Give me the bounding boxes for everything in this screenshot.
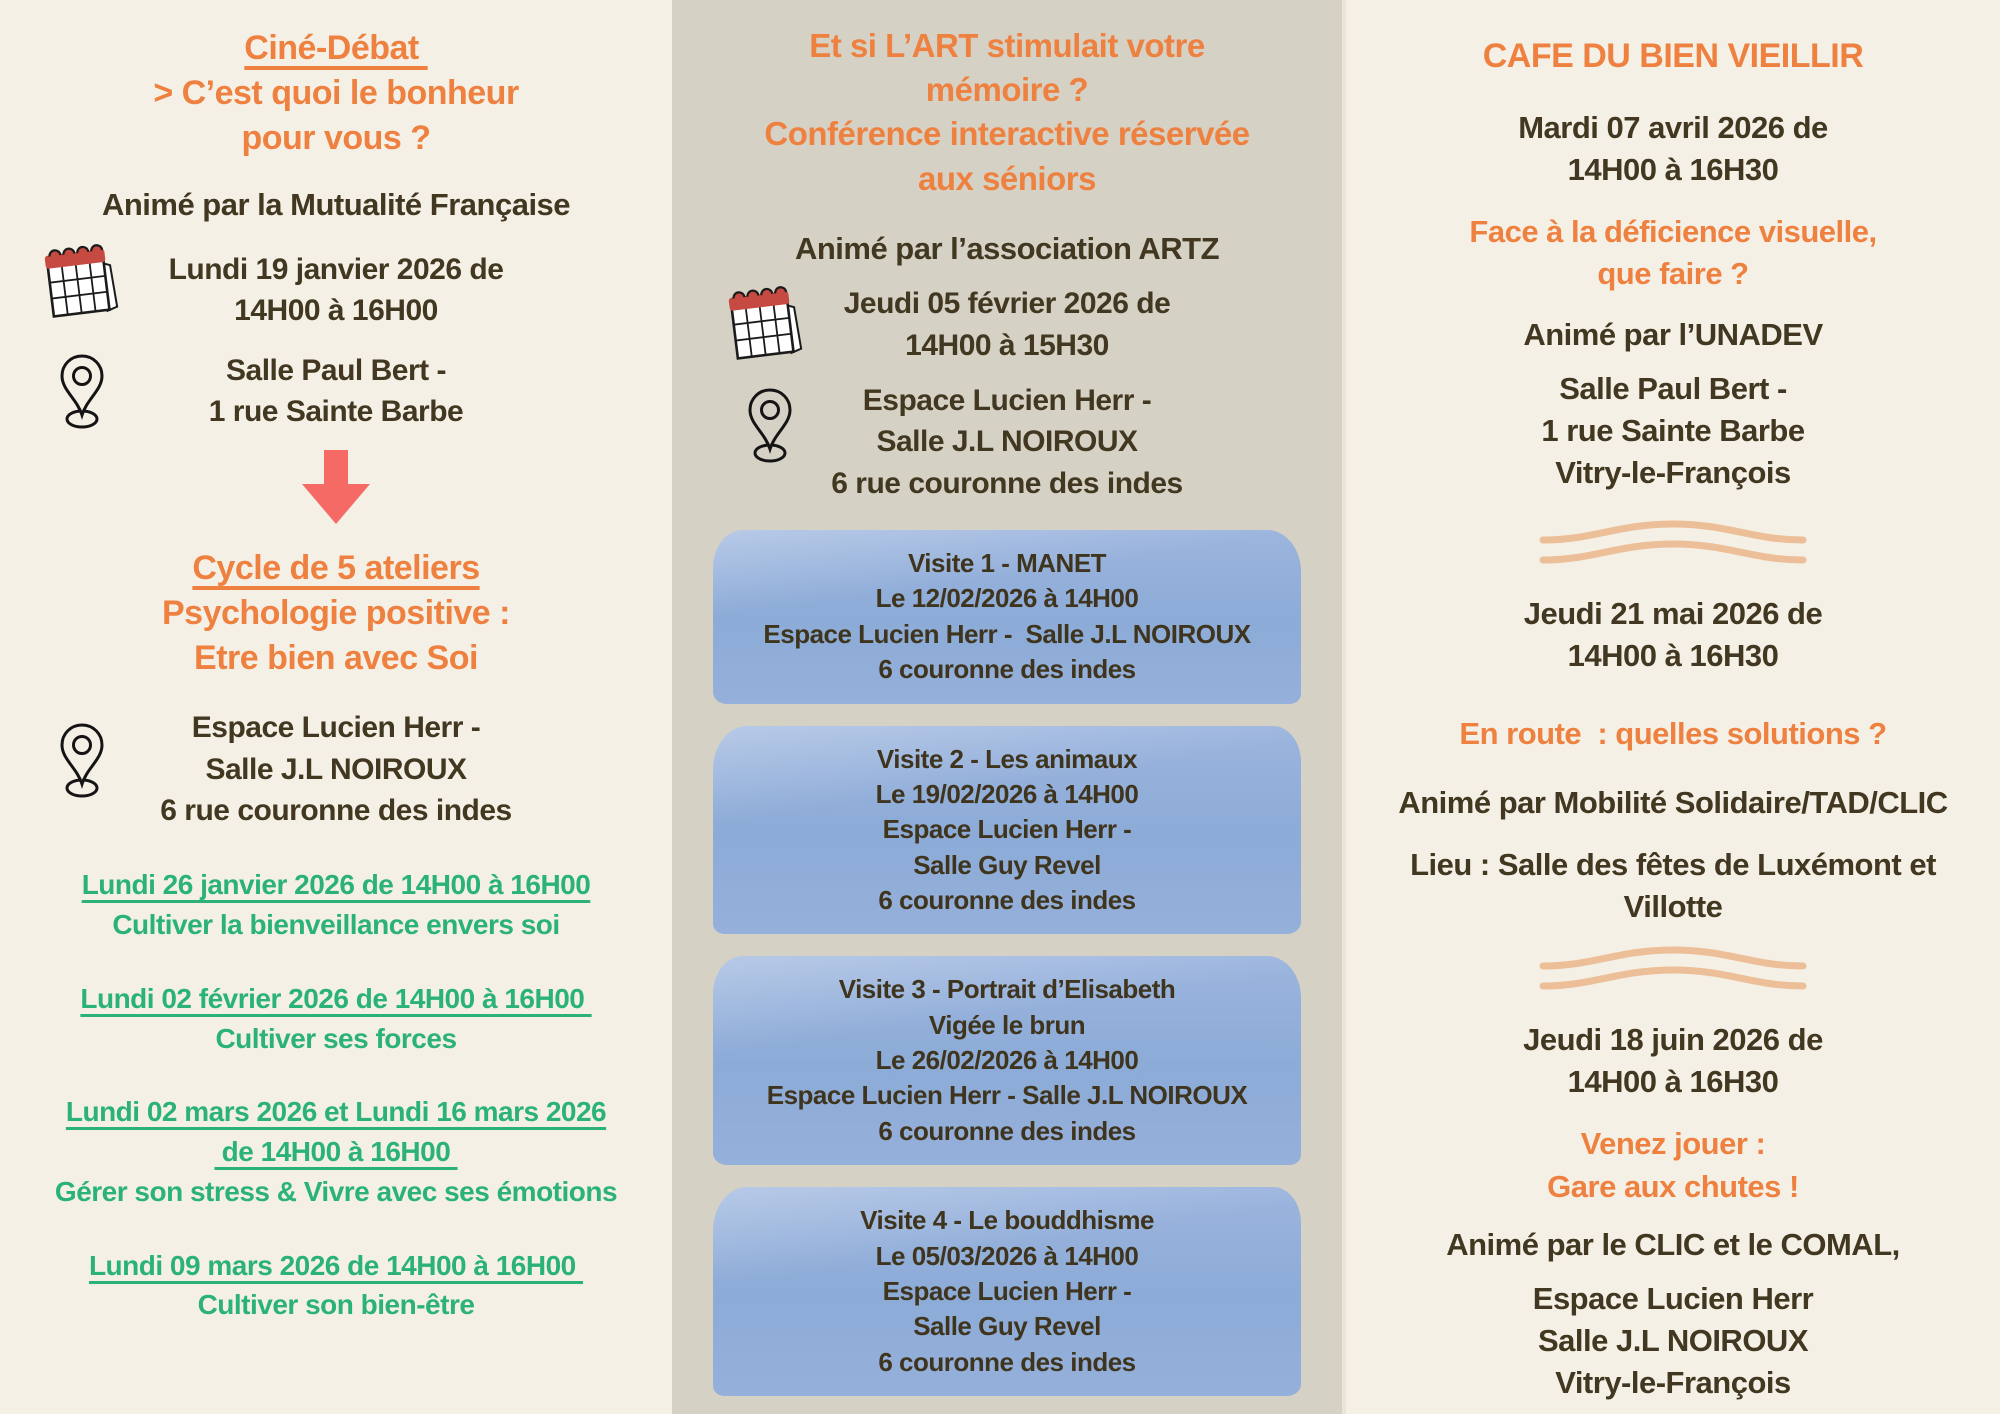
- visit-line: 6 couronne des indes: [878, 1115, 1136, 1146]
- cine-debat-date-line2: 14H00 à 16H00: [234, 294, 438, 328]
- art-title: [672, 24, 1342, 201]
- visit-line: Espace Lucien Herr -: [882, 814, 1132, 845]
- visit-card-3: [713, 956, 1301, 1165]
- cycle-location-line3: 6 rue couronne des indes: [160, 793, 512, 827]
- cafe-event1-dates: [1346, 107, 2000, 191]
- calendar-icon: [38, 243, 122, 334]
- cine-debat-date-row: [0, 249, 672, 332]
- cafe-title: CAFE DU BIEN VIEILLIR: [1482, 37, 1864, 75]
- cine-debat-animator: Animé par la Mutualité Française: [101, 186, 571, 222]
- cafe-event2-dates: [1346, 593, 2000, 677]
- visit-line: Espace Lucien Herr - Salle J.L NOIROUX: [763, 618, 1251, 649]
- cafe-event1-theme: [1346, 211, 2000, 295]
- event1-theme-line2: que faire ?: [1597, 256, 1749, 292]
- cafe-bien-vieillir-column: [1342, 0, 2000, 1414]
- cycle-subtitle-line2: Etre bien avec Soi: [194, 639, 478, 678]
- visit-line: 6 couronne des indes: [878, 885, 1136, 915]
- art-title-line4: aux séniors: [918, 159, 1096, 197]
- visit-card-4: [713, 1187, 1301, 1396]
- art-animator: Animé par l’association ARTZ: [794, 230, 1220, 266]
- art-date-line1: Jeudi 05 février 2026 de: [843, 287, 1171, 321]
- visit-line: Visite 1 - MANET: [907, 548, 1107, 579]
- wave-divider-icon: [1346, 516, 2000, 579]
- event3-theme-line1: Venez jouer :: [1580, 1126, 1766, 1162]
- art-title-line1: Et si L’ART stimulait votre: [809, 27, 1205, 64]
- cine-debat-location-line1: Salle Paul Bert -: [226, 353, 446, 387]
- cine-debat-title-line3: pour vous ?: [241, 118, 431, 157]
- visit-line: Espace Lucien Herr -: [882, 1275, 1132, 1306]
- art-memoire-column: [672, 0, 1342, 1414]
- session-label: Cultiver la bienveillance envers soi: [112, 909, 560, 941]
- event3-date-line2: 14H00 à 16H30: [1567, 1064, 1779, 1100]
- visit-line: Visite 4 - Le bouddhisme: [860, 1205, 1154, 1236]
- visit-line: Salle Guy Revel: [913, 1311, 1101, 1342]
- cine-debat-title: [0, 26, 672, 161]
- cine-debat-location-row: [0, 350, 672, 433]
- art-title-line3: Conférence interactive réservée: [764, 115, 1250, 153]
- cine-debat-column: [0, 0, 672, 1414]
- art-date-row: [672, 283, 1342, 366]
- cine-debat-title-line2: > C’est quoi le bonheur: [153, 73, 519, 112]
- event1-location-line3: Vitry-le-François: [1555, 454, 1791, 490]
- cine-debat-date-line1: Lundi 19 janvier 2026 de: [168, 252, 504, 286]
- session-list: [0, 865, 672, 1325]
- art-location-line3: 6 rue couronne des indes: [831, 466, 1183, 500]
- visit-line: 6 couronne des indes: [878, 1346, 1136, 1377]
- session-date: Lundi 26 janvier 2026 de 14H00 à 16H00: [81, 869, 591, 901]
- visit-line: Visite 3 - Portrait d’Elisabeth: [838, 974, 1176, 1005]
- cycle-location-line1: Espace Lucien Herr -: [191, 711, 481, 745]
- event2-date-line1: Jeudi 21 mai 2026 de: [1523, 596, 1823, 632]
- calendar-icon: [722, 285, 806, 376]
- cycle-location-line2: Salle J.L NOIROUX: [205, 752, 467, 786]
- visit-line: Vigée le brun: [928, 1009, 1086, 1040]
- cafe-event2-animator: Animé par Mobilité Solidaire/TAD/CLIC: [1398, 784, 1948, 820]
- event3-date-line1: Jeudi 18 juin 2026 de: [1523, 1022, 1823, 1058]
- art-date-line2: 14H00 à 15H30: [905, 328, 1109, 362]
- location-pin-icon: [56, 352, 108, 443]
- cafe-event1-animator: Animé par l’UNADEV: [1523, 316, 1823, 352]
- cafe-event3-dates: [1346, 1019, 2000, 1103]
- location-pin-icon: [744, 386, 796, 477]
- event3-location-line2: Salle J.L NOIROUX: [1537, 1323, 1808, 1358]
- session-label: Cultiver son bien-être: [197, 1289, 475, 1321]
- event2-location-line1: Lieu : Salle des fêtes de Luxémont et: [1410, 846, 1936, 882]
- cycle-title: Cycle de 5 ateliers: [192, 549, 480, 588]
- event1-date-line2: 14H00 à 16H30: [1567, 152, 1779, 188]
- session-item: [0, 979, 672, 1059]
- cycle-subtitle-line1: Psychologie positive :: [162, 594, 510, 633]
- cycle-location-row: [0, 707, 672, 831]
- session-date: Lundi 09 mars 2026 de 14H00 à 16H00: [88, 1249, 584, 1281]
- cafe-event2-location: [1346, 844, 2000, 928]
- cafe-event3-theme: [1346, 1123, 2000, 1207]
- event1-location-line2: 1 rue Sainte Barbe: [1541, 412, 1805, 448]
- session-label: Gérer son stress & Vivre avec ses émotions: [54, 1175, 618, 1207]
- visit-card-2: [713, 726, 1301, 935]
- event1-date-line1: Mardi 07 avril 2026 de: [1518, 109, 1828, 145]
- visit-line: Espace Lucien Herr - Salle J.L NOIROUX: [766, 1080, 1248, 1111]
- event3-location-line1: Espace Lucien Herr: [1532, 1280, 1814, 1316]
- visit-line: 6 couronne des indes: [878, 654, 1136, 685]
- art-location-line2: Salle J.L NOIROUX: [876, 425, 1138, 459]
- session-item: [0, 1092, 672, 1211]
- cafe-event1-location: [1346, 368, 2000, 494]
- visit-list: [672, 530, 1342, 1396]
- cafe-event3-animator: Animé par le CLIC et le COMAL,: [1446, 1226, 1900, 1262]
- session-item: [0, 1246, 672, 1326]
- visit-line: Le 26/02/2026 à 14H00: [875, 1045, 1139, 1076]
- visit-card-1: [713, 530, 1301, 703]
- event1-theme-line1: Face à la déficience visuelle,: [1469, 214, 1877, 250]
- cycle-title-block: [0, 546, 672, 681]
- location-pin-icon: [56, 721, 108, 812]
- session-date: Lundi 02 mars 2026 et Lundi 16 mars 2026: [65, 1096, 607, 1128]
- cafe-event3-location: [1346, 1278, 2000, 1404]
- cafe-event2-theme: En route : quelles solutions ?: [1459, 716, 1887, 752]
- event2-date-line2: 14H00 à 16H30: [1567, 638, 1779, 674]
- art-title-line2: mémoire ?: [925, 71, 1089, 109]
- wave-divider-icon: [1346, 942, 2000, 1005]
- visit-line: Salle Guy Revel: [913, 849, 1101, 880]
- art-location-line1: Espace Lucien Herr -: [862, 383, 1152, 417]
- visit-line: Le 05/03/2026 à 14H00: [875, 1240, 1139, 1271]
- down-arrow-icon: [0, 448, 672, 526]
- art-location-row: [672, 380, 1342, 504]
- visit-line: Le 12/02/2026 à 14H00: [875, 583, 1139, 614]
- event3-location-line3: Vitry-le-François: [1555, 1365, 1791, 1401]
- visit-line: Visite 2 - Les animaux: [876, 743, 1138, 774]
- cine-debat-location-line2: 1 rue Sainte Barbe: [208, 395, 464, 429]
- event2-location-line2: Villotte: [1623, 888, 1723, 924]
- session-item: [0, 865, 672, 945]
- session-label: Cultiver ses forces: [215, 1022, 457, 1054]
- session-date-line2: de 14H00 à 16H00: [214, 1136, 458, 1168]
- visit-line: Le 19/02/2026 à 14H00: [875, 778, 1139, 809]
- session-date: Lundi 02 février 2026 de 14H00 à 16H00: [80, 982, 592, 1014]
- event3-theme-line2: Gare aux chutes !: [1547, 1168, 1799, 1204]
- cine-debat-title-line1: Ciné-Débat: [244, 29, 428, 67]
- event1-location-line1: Salle Paul Bert -: [1559, 370, 1787, 406]
